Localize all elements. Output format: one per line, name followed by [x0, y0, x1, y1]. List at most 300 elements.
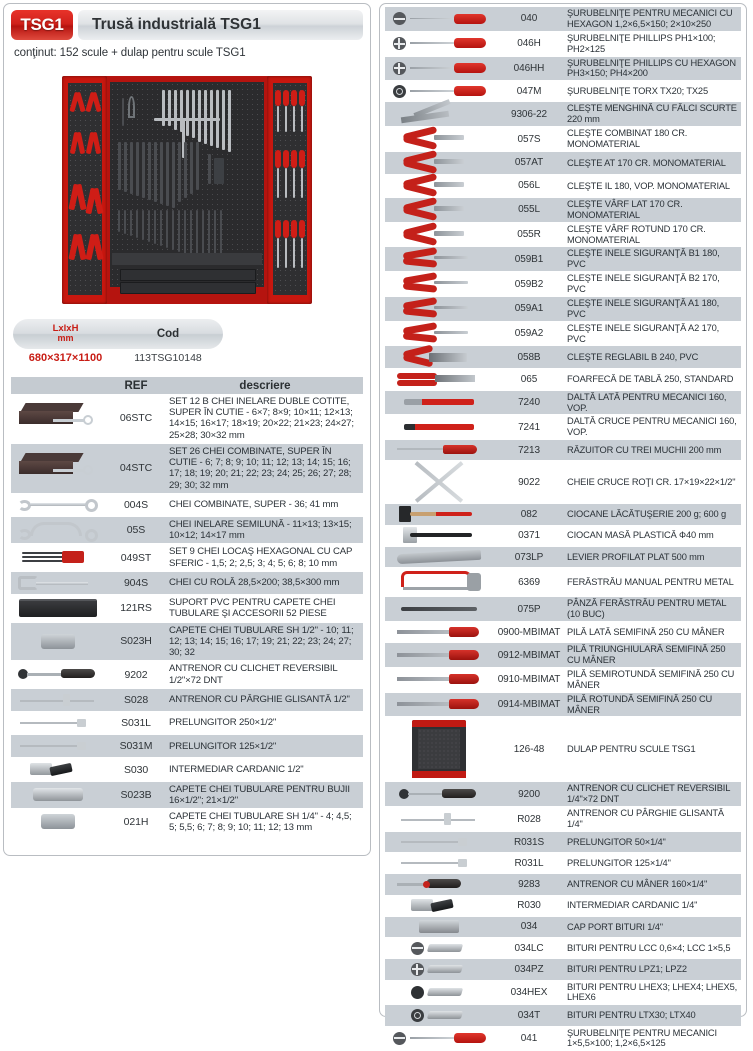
item-ref-cell: 034LC	[493, 938, 565, 959]
item-ref-cell: 0900-MBIMAT	[493, 621, 565, 642]
item-ref-cell: 04STC	[105, 443, 167, 493]
item-description-cell: ANTRENOR CU MÂNER 160×1/4"	[565, 874, 741, 895]
table-row	[385, 81, 741, 102]
item-ref-cell: 9283	[493, 874, 565, 895]
spec-value-row	[13, 349, 223, 367]
item-description-cell: SET 12 B CHEI INELARE DUBLE COTITE, SUPER ÎN CUTIE - 6×7; 8×9; 10×11; 12×13; 14×15; 16×17; 18×19; 20×22; 21×23; 24×27; 25×28; 30×32 mm	[167, 394, 363, 443]
table-row	[385, 1026, 741, 1051]
pvc-tray-icon	[19, 599, 97, 617]
item-description-cell: PÂNZĂ FERĂSTRĂU PENTRU METAL (10 BUC)	[565, 597, 741, 622]
item-description-cell: CLEŞTE IL 180, VOP. MONOMATERIAL	[565, 174, 741, 197]
item-description-cell: DALTĂ CRUCE PENTRU MECANICI 160, VOP.	[565, 415, 741, 440]
flat-file-icon	[397, 623, 481, 641]
item-image-cell	[385, 895, 493, 916]
half-moon-ring-wrench-icon	[16, 520, 100, 540]
item-description-cell: DULAP PENTRU SCULE TSG1	[565, 717, 741, 782]
table-row	[385, 222, 741, 247]
circlip-pliers-icon	[401, 249, 477, 269]
table-row	[11, 571, 363, 594]
table-header-row	[11, 377, 363, 394]
item-ref-cell: 075P	[493, 597, 565, 622]
tool-cabinet-image	[62, 70, 312, 310]
screwdriver-icon	[410, 82, 486, 100]
table-row	[385, 938, 741, 959]
table-row	[385, 1005, 741, 1026]
item-description-cell: BITURI PENTRU LCC 0,6×4; LCC 1×5,5	[565, 938, 741, 959]
torx-tip-icon	[393, 85, 406, 98]
table-row	[385, 980, 741, 1005]
item-ref-cell: S031M	[105, 735, 167, 758]
table-row	[385, 174, 741, 197]
table-row	[11, 493, 363, 516]
table-row	[385, 717, 741, 782]
col-header-ref: REF	[105, 377, 167, 394]
item-ref-cell: S030	[105, 758, 167, 781]
item-image-cell	[385, 1005, 493, 1026]
item-description-cell: ŞURUBELNIŢE PENTRU MECANICI CU HEXAGON 1,2×6,5×150; 2×10×250	[565, 7, 741, 31]
phillips-tip-icon	[411, 963, 424, 976]
bit-icon	[428, 1006, 468, 1024]
left-items-table	[11, 377, 363, 837]
table-row	[385, 197, 741, 222]
item-image-cell	[385, 667, 493, 692]
right-panel	[379, 3, 747, 1049]
item-description-cell: CAPETE CHEI TUBULARE SH 1/2" - 10; 11; 12; 13; 14; 15; 16; 17; 19; 21; 22; 23; 24; 27; 30; 32	[167, 622, 363, 661]
table-row	[11, 758, 363, 781]
left-panel	[3, 3, 371, 856]
item-description-cell: CHEI CU ROLĂ 28,5×200; 38,5×300 mm	[167, 571, 363, 594]
table-row	[385, 692, 741, 717]
table-row	[385, 597, 741, 622]
item-ref-cell: 046HH	[493, 56, 565, 81]
pliers-icon	[401, 225, 477, 245]
item-image-cell	[385, 504, 493, 525]
table-row	[385, 853, 741, 874]
pliers-icon	[401, 200, 477, 220]
water-pump-pliers-icon	[401, 347, 477, 367]
item-image-cell	[385, 151, 493, 174]
item-ref-cell: 9306-22	[493, 102, 565, 127]
item-image-cell	[385, 831, 493, 852]
table-row	[385, 643, 741, 668]
item-ref-cell: 041	[493, 1026, 565, 1051]
col-header-image	[11, 377, 105, 394]
item-description-cell: CHEIE CRUCE ROŢI CR. 17×19×22×1/2"	[565, 461, 741, 504]
triangular-file-icon	[397, 646, 481, 664]
item-description-cell: PILĂ LATĂ SEMIFINĂ 250 CU MÂNER	[565, 621, 741, 642]
item-description-cell: CLEŞTE INELE SIGURANŢĂ B1 180, PVC	[565, 247, 741, 272]
item-image-cell	[385, 369, 493, 390]
item-description-cell: ANTRENOR CU CLICHET REVERSIBIL 1/4"×72 DNT	[565, 782, 741, 807]
table-row	[385, 7, 741, 31]
item-image-cell	[11, 493, 105, 516]
item-ref-cell: 047M	[493, 81, 565, 102]
item-ref-cell: 7240	[493, 390, 565, 415]
item-image-cell	[385, 643, 493, 668]
tool-cabinet-icon	[410, 718, 468, 780]
combination-wrench-set-box-icon	[19, 453, 97, 483]
item-image-cell	[385, 959, 493, 980]
col-header-description: descriere	[167, 377, 363, 394]
item-description-cell: CLEŞTE INELE SIGURANŢĂ B2 170, PVC	[565, 272, 741, 297]
item-image-cell	[385, 807, 493, 832]
table-row	[385, 346, 741, 369]
table-row	[385, 504, 741, 525]
item-ref-cell: 059B2	[493, 272, 565, 297]
item-ref-cell: 059A2	[493, 321, 565, 346]
item-ref-cell: 0910-MBIMAT	[493, 667, 565, 692]
spec-code-value: 113TSG10148	[134, 352, 202, 364]
item-description-cell: ANTRENOR CU PÂRGHIE GLISANTĂ 1/4"	[565, 807, 741, 832]
item-description-cell: SUPORT PVC PENTRU CAPETE CHEI TUBULARE ŞI ACCESORII 52 PIESE	[167, 595, 363, 622]
item-ref-cell: R031S	[493, 831, 565, 852]
item-description-cell: ŞURUBELNIŢE PHILLIPS CU HEXAGON PH3×150; PH4×200	[565, 56, 741, 81]
pliers-icon	[401, 176, 477, 196]
item-image-cell	[385, 346, 493, 369]
extension-bar-icon	[16, 737, 100, 755]
item-description-cell: CLEŞTE INELE SIGURANŢĂ A2 170, PVC	[565, 321, 741, 346]
item-description-cell: INTERMEDIAR CARDANIC 1/4"	[565, 895, 741, 916]
spec-dimensions-value: 680×317×1100	[28, 352, 103, 364]
table-row	[11, 735, 363, 758]
item-image-cell	[11, 661, 105, 688]
item-description-cell: PRELUNGITOR 50×1/4"	[565, 831, 741, 852]
cross-wheel-wrench-icon	[411, 462, 467, 502]
table-row	[385, 546, 741, 567]
table-row	[11, 394, 363, 443]
item-description-cell: BITURI PENTRU LHEX3; LHEX4; LHEX5, LHEX6	[565, 980, 741, 1005]
item-description-cell: PILĂ TRIUNGHIULARĂ SEMIFINĂ 250 CU MÂNER	[565, 643, 741, 668]
slotted-tip-icon	[393, 1032, 406, 1045]
item-ref-cell: 073LP	[493, 546, 565, 567]
circlip-pliers-icon	[401, 274, 477, 294]
item-image-cell	[385, 127, 493, 152]
item-ref-cell: 059B1	[493, 247, 565, 272]
item-image-cell	[385, 692, 493, 717]
item-ref-cell: 057AT	[493, 151, 565, 174]
item-description-cell: ANTRENOR CU PÂRGHIE GLISANTĂ 1/2"	[167, 688, 363, 711]
item-ref-cell: 9202	[105, 661, 167, 688]
circlip-pliers-icon	[401, 324, 477, 344]
extension-bar-icon	[397, 833, 481, 851]
table-row	[11, 516, 363, 543]
item-image-cell	[11, 688, 105, 711]
item-description-cell: CLEŞTE VÂRF LAT 170 CR. MONOMATERIAL	[565, 197, 741, 222]
item-ref-cell: 904S	[105, 571, 167, 594]
table-row	[385, 895, 741, 916]
item-description-cell: CIOCANE LĂCĂTUŞERIE 200 g; 600 g	[565, 504, 741, 525]
item-image-cell	[385, 415, 493, 440]
item-ref-cell: 034	[493, 916, 565, 937]
product-header	[11, 10, 363, 40]
item-ref-cell: 0912-MBIMAT	[493, 643, 565, 668]
item-ref-cell: 082	[493, 504, 565, 525]
phillips-tip-icon	[393, 37, 406, 50]
table-row	[11, 661, 363, 688]
slotted-tip-icon	[411, 942, 424, 955]
product-photo	[11, 65, 363, 315]
item-description-cell: CLEŞTE VÂRF ROTUND 170 CR. MONOMATERIAL	[565, 222, 741, 247]
item-ref-cell: 056L	[493, 174, 565, 197]
ratchet-handle-icon	[397, 785, 481, 803]
item-image-cell	[385, 1026, 493, 1051]
item-image-cell	[385, 247, 493, 272]
specification-table	[13, 319, 223, 367]
item-image-cell	[385, 568, 493, 597]
item-image-cell	[385, 102, 493, 127]
item-ref-cell: 9200	[493, 782, 565, 807]
table-row	[385, 461, 741, 504]
item-image-cell	[11, 595, 105, 622]
item-image-cell	[11, 735, 105, 758]
item-ref-cell: 034PZ	[493, 959, 565, 980]
item-image-cell	[385, 81, 493, 102]
screwdriver-icon	[410, 1029, 486, 1047]
table-row	[385, 369, 741, 390]
item-description-cell: LEVIER PROFILAT PLAT 500 mm	[565, 546, 741, 567]
table-row	[385, 31, 741, 56]
item-description-cell: DALTĂ LATĂ PENTRU MECANICI 160, VOP.	[565, 390, 741, 415]
extension-bar-icon	[16, 714, 100, 732]
item-ref-cell: 004S	[105, 493, 167, 516]
table-row	[11, 711, 363, 734]
item-description-cell: ANTRENOR CU CLICHET REVERSIBIL 1/2"×72 DNT	[167, 661, 363, 688]
item-ref-cell: 6369	[493, 568, 565, 597]
hacksaw-icon	[399, 569, 479, 595]
spec-dimensions-label: LxlxH	[52, 323, 79, 335]
item-ref-cell: 040	[493, 7, 565, 31]
item-description-cell: BITURI PENTRU LTX30; LTX40	[565, 1005, 741, 1026]
item-image-cell	[11, 622, 105, 661]
flat-chisel-icon	[404, 393, 474, 411]
round-file-icon	[397, 695, 481, 713]
circlip-pliers-icon	[401, 299, 477, 319]
item-description-cell: FOARFECĂ DE TABLĂ 250, STANDARD	[565, 369, 741, 390]
bit-icon	[428, 983, 468, 1001]
item-description-cell: PILĂ SEMIROTUNDĂ SEMIFINĂ 250 CU MÂNER	[565, 667, 741, 692]
item-image-cell	[385, 621, 493, 642]
item-description-cell: CAPETE CHEI TUBULARE SH 1/4" - 4; 4,5; 5; 5,5; 6; 7; 8; 9; 10; 11; 12; 13 mm	[167, 809, 363, 836]
table-row	[11, 781, 363, 808]
item-ref-cell: S023B	[105, 781, 167, 808]
item-ref-cell: S023H	[105, 622, 167, 661]
bit-icon	[428, 960, 468, 978]
item-image-cell	[385, 525, 493, 546]
tin-snips-icon	[397, 370, 481, 388]
item-description-cell: ŞURUBELNIŢE TORX TX20; TX25	[565, 81, 741, 102]
table-row	[385, 807, 741, 832]
screwdriver-icon	[410, 59, 486, 77]
table-row	[385, 831, 741, 852]
item-description-cell: CLEŞTE COMBINAT 180 CR. MONOMATERIAL	[565, 127, 741, 152]
plastic-mallet-icon	[399, 527, 479, 545]
table-row	[385, 321, 741, 346]
table-row	[385, 296, 741, 321]
item-ref-cell: 046H	[493, 31, 565, 56]
item-ref-cell: R028	[493, 807, 565, 832]
wrench-set-box-icon	[19, 403, 97, 433]
item-ref-cell: 055L	[493, 197, 565, 222]
item-ref-cell: 034HEX	[493, 980, 565, 1005]
torx-tip-icon	[411, 1009, 424, 1022]
item-description-cell: SET 26 CHEI COMBINATE, SUPER ÎN CUTIE - 6; 7; 8; 9; 10; 11; 12; 13; 14; 15; 16; 17; 18; 19; 20; 21; 22; 23; 24; 25; 26; 27; 28; 29; 30; 32 mm	[167, 443, 363, 493]
item-image-cell	[11, 516, 105, 543]
item-description-cell: PRELUNGITOR 250×1/2"	[167, 711, 363, 734]
locking-pliers-icon	[397, 104, 481, 124]
spark-plug-socket-icon	[33, 786, 83, 804]
item-description-cell: INTERMEDIAR CARDANIC 1/2"	[167, 758, 363, 781]
table-row	[385, 916, 741, 937]
item-image-cell	[385, 56, 493, 81]
item-ref-cell: 0914-MBIMAT	[493, 692, 565, 717]
item-description-cell: CLEŞTE REGLABIL B 240, PVC	[565, 346, 741, 369]
table-row	[385, 102, 741, 127]
table-row	[385, 247, 741, 272]
item-image-cell	[385, 853, 493, 874]
table-row	[385, 525, 741, 546]
spec-header-row	[13, 319, 223, 349]
sliding-t-handle-icon	[16, 691, 100, 709]
item-image-cell	[11, 781, 105, 808]
table-row	[385, 390, 741, 415]
cross-chisel-icon	[404, 418, 474, 436]
item-ref-cell: 121RS	[105, 595, 167, 622]
item-image-cell	[385, 440, 493, 461]
scraper-icon	[397, 441, 481, 459]
item-image-cell	[385, 197, 493, 222]
socket-icon	[41, 632, 75, 650]
spec-dimensions-header	[13, 324, 118, 343]
hex-key-set-icon	[20, 549, 96, 567]
universal-joint-icon	[30, 760, 86, 778]
item-description-cell: RĂZUITOR CU TREI MUCHII 200 mm	[565, 440, 741, 461]
table-row	[385, 440, 741, 461]
item-description-cell: ŞURUBELNIŢE PHILLIPS PH1×100; PH2×125	[565, 31, 741, 56]
item-image-cell	[385, 782, 493, 807]
pliers-icon	[401, 153, 477, 173]
item-description-cell: PRELUNGITOR 125×1/4"	[565, 853, 741, 874]
extension-bar-icon	[397, 854, 481, 872]
table-row	[385, 56, 741, 81]
hammer-icon	[399, 505, 479, 523]
item-description-cell: CHEI INELARE SEMILUNĂ - 11×13; 13×15; 10×12; 14×17 mm	[167, 516, 363, 543]
item-ref-cell: S031L	[105, 711, 167, 734]
table-row	[385, 127, 741, 152]
item-description-cell: CAPETE CHEI TUBULARE PENTRU BUJII 16×1/2"; 21×1/2"	[167, 781, 363, 808]
item-image-cell	[385, 717, 493, 782]
item-ref-cell: 058B	[493, 346, 565, 369]
item-image-cell	[11, 711, 105, 734]
item-ref-cell: R031L	[493, 853, 565, 874]
socket-icon	[41, 813, 75, 831]
item-image-cell	[385, 174, 493, 197]
table-row	[385, 151, 741, 174]
table-row	[385, 874, 741, 895]
item-image-cell	[385, 980, 493, 1005]
item-description-cell: ŞURUBELNIŢE PENTRU MECANICI 1×5,5×100; 1,2×6,5×125	[565, 1026, 741, 1051]
phillips-tip-icon	[393, 62, 406, 75]
pliers-icon	[401, 129, 477, 149]
item-ref-cell: 9022	[493, 461, 565, 504]
item-ref-cell: 7213	[493, 440, 565, 461]
item-image-cell	[385, 296, 493, 321]
spec-code-header: Cod	[156, 328, 180, 340]
table-row	[385, 621, 741, 642]
bit-icon	[428, 939, 468, 957]
item-description-cell: BITURI PENTRU LPZ1; LPZ2	[565, 959, 741, 980]
item-description-cell: SET 9 CHEI LOCAŞ HEXAGONAL CU CAP SFERIC - 1,5; 2; 2,5; 3; 4; 5; 6; 8; 10 mm	[167, 544, 363, 571]
item-ref-cell: 034T	[493, 1005, 565, 1026]
item-image-cell	[385, 874, 493, 895]
item-image-cell	[385, 222, 493, 247]
item-image-cell	[385, 938, 493, 959]
item-image-cell	[385, 597, 493, 622]
item-image-cell	[11, 809, 105, 836]
item-image-cell	[385, 321, 493, 346]
ratchet-handle-icon	[16, 665, 100, 683]
screwdriver-icon	[410, 10, 486, 28]
item-image-cell	[11, 758, 105, 781]
product-subtitle: conţinut: 152 scule + dulap pentru scule TSG1	[14, 47, 246, 59]
table-row	[385, 959, 741, 980]
page-title: Trusă industrială TSG1	[78, 10, 363, 40]
pry-bar-icon	[397, 548, 481, 566]
item-description-cell: PRELUNGITOR 125×1/2"	[167, 735, 363, 758]
item-description-cell: CAP PORT BITURI 1/4"	[565, 916, 741, 937]
screwdriver-icon	[410, 35, 486, 53]
item-ref-cell: 057S	[493, 127, 565, 152]
item-ref-cell: 05S	[105, 516, 167, 543]
table-row	[11, 595, 363, 622]
item-ref-cell: R030	[493, 895, 565, 916]
adjustable-wrench-icon	[16, 574, 100, 592]
item-ref-cell: 06STC	[105, 394, 167, 443]
table-row	[11, 809, 363, 836]
right-items-table	[385, 7, 741, 1051]
item-description-cell: CLEŞTE MENGHINĂ CU FĂLCI SCURTE 220 mm	[565, 102, 741, 127]
hex-tip-icon	[411, 986, 424, 999]
saw-blade-icon	[401, 600, 477, 618]
item-image-cell	[385, 31, 493, 56]
item-image-cell	[385, 546, 493, 567]
table-row	[11, 688, 363, 711]
combination-wrench-icon	[16, 496, 100, 514]
table-row	[385, 272, 741, 297]
item-ref-cell: 021H	[105, 809, 167, 836]
table-row	[385, 415, 741, 440]
item-description-cell: CHEI COMBINATE, SUPER - 36; 41 mm	[167, 493, 363, 516]
item-description-cell: CLEŞTE INELE SIGURANŢĂ A1 180, PVC	[565, 296, 741, 321]
item-description-cell: FERĂSTRĂU MANUAL PENTRU METAL	[565, 568, 741, 597]
product-code-badge: TSG1	[11, 10, 73, 40]
table-row	[385, 568, 741, 597]
table-row	[385, 667, 741, 692]
item-image-cell	[385, 461, 493, 504]
item-ref-cell: 049ST	[105, 544, 167, 571]
item-image-cell	[11, 571, 105, 594]
screwdriver-handle-icon	[397, 875, 481, 893]
half-round-file-icon	[397, 671, 481, 689]
universal-joint-icon	[411, 897, 467, 915]
item-ref-cell: 126-48	[493, 717, 565, 782]
item-image-cell	[385, 390, 493, 415]
item-description-cell: PILĂ ROTUNDĂ SEMIFINĂ 250 CU MÂNER	[565, 692, 741, 717]
item-ref-cell: 055R	[493, 222, 565, 247]
item-ref-cell: S028	[105, 688, 167, 711]
item-image-cell	[11, 443, 105, 493]
table-row	[385, 782, 741, 807]
bit-holder-icon	[419, 918, 459, 936]
